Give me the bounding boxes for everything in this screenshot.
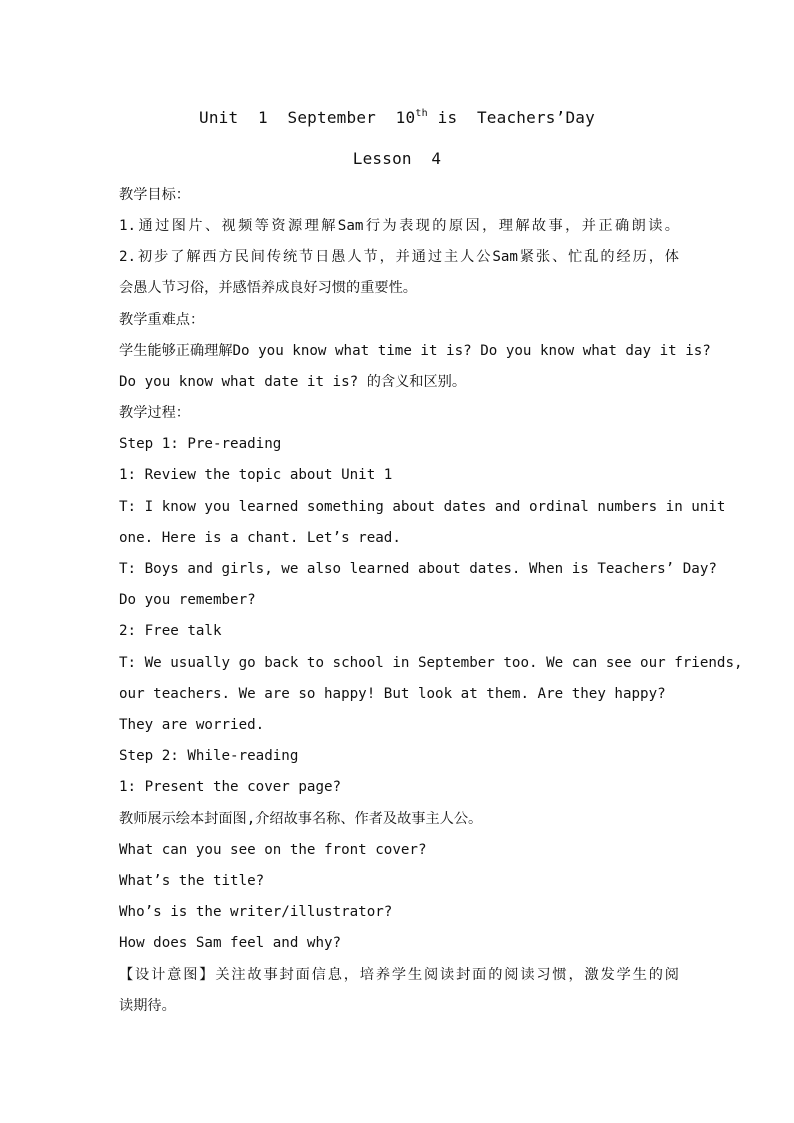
text-line: 2.初步了解西方民间传统节日愚人节，并通过主人公Sam紧张、忙乱的经历，体 — [119, 249, 679, 265]
text-line: What can you see on the front cover? — [119, 842, 427, 858]
text-line: T: We usually go back to school in September too. We can see our friends, — [119, 655, 743, 671]
text-line: How does Sam feel and why? — [119, 935, 342, 951]
text-line: What’s the title? — [119, 873, 265, 889]
document-subtitle: Lesson 4 — [352, 149, 442, 168]
text-line: Who’s is the writer/illustrator? — [119, 904, 393, 920]
text-line: 1: Review the topic about Unit 1 — [119, 467, 393, 483]
section-heading-process: 教学过程： — [119, 405, 190, 421]
title-text-main: Unit 1 September 10 — [199, 108, 416, 127]
text-line: They are worried. — [119, 717, 265, 733]
text-line: T: Boys and girls, we also learned about dates. When is Teachers’ Day? — [119, 561, 717, 577]
text-line: 2: Free talk — [119, 623, 222, 639]
text-line: Do you remember? — [119, 592, 256, 608]
design-intent-note: 【设计意图】关注故事封面信息，培养学生阅读封面的阅读习惯，激发学生的阅 — [119, 967, 679, 983]
title-text-end: is Teachers’Day — [427, 108, 595, 127]
text-line: one. Here is a chant. Let’s read. — [119, 530, 401, 546]
text-line: T: I know you learned something about dates and ordinal numbers in unit — [119, 499, 726, 515]
text-line: Do you know what date it is? 的含义和区别。 — [119, 374, 467, 390]
text-line: 1.通过图片、视频等资源理解Sam行为表现的原因，理解故事，并正确朗读。 — [119, 218, 679, 234]
text-line: 教师展示绘本封面图,介绍故事名称、作者及故事主人公。 — [119, 811, 483, 827]
document-title — [0, 108, 794, 127]
text-line: our teachers. We are so happy! But look at them. Are they happy? — [119, 686, 666, 702]
text-line: 读期待。 — [119, 998, 176, 1014]
text-line: 会愚人节习俗，并感悟养成良好习惯的重要性。 — [119, 280, 417, 296]
step-heading: Step 2: While-reading — [119, 748, 299, 764]
text-line: 1: Present the cover page? — [119, 779, 342, 795]
section-heading-key-points: 教学重难点： — [119, 312, 205, 328]
title-superscript: th — [415, 108, 428, 119]
text-line: 学生能够正确理解Do you know what time it is? Do you know what day it is? — [119, 343, 711, 359]
section-heading-objectives: 教学目标： — [119, 187, 190, 203]
step-heading: Step 1: Pre-reading — [119, 436, 282, 452]
